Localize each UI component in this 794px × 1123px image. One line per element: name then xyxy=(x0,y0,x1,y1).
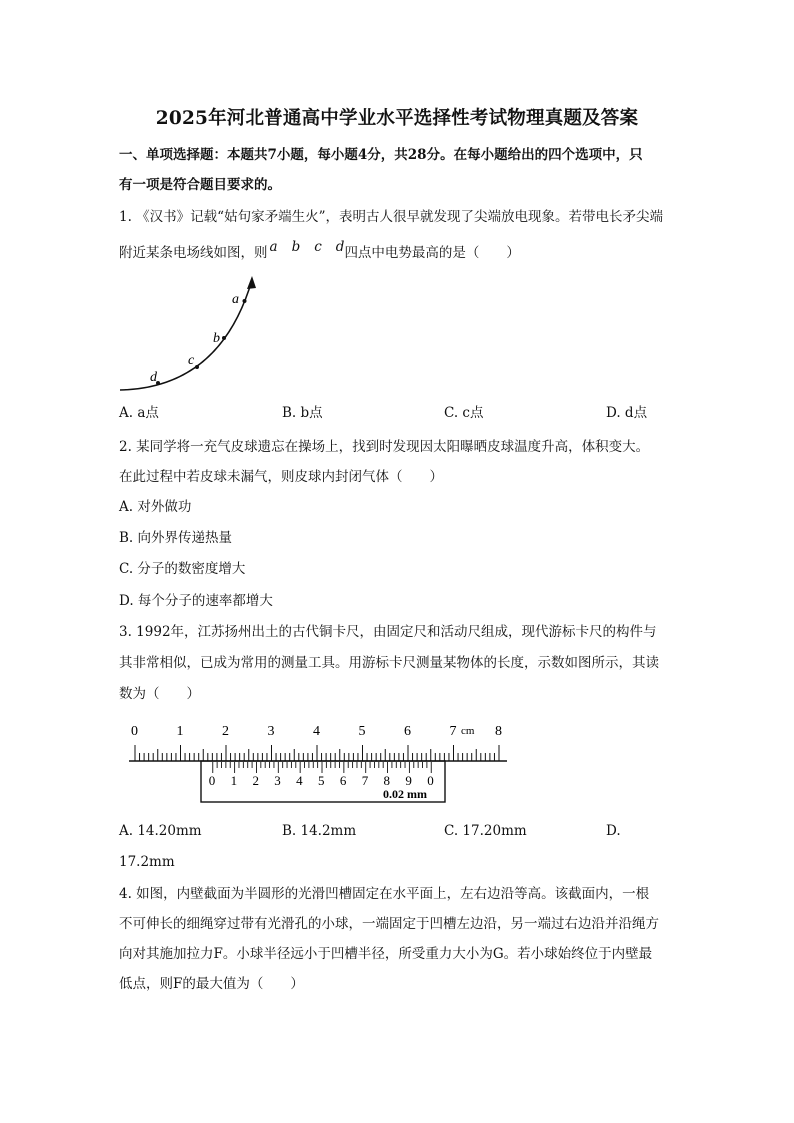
label-b: b xyxy=(213,331,220,346)
q1-option-a[interactable]: A. a点 xyxy=(119,405,159,421)
page-title: 2025年河北普通高中学业水平选择性考试物理真题及答案 xyxy=(155,108,639,129)
label-a: a xyxy=(232,292,239,307)
main-scale-number: 6 xyxy=(404,724,411,739)
q1-option-c[interactable]: C. c点 xyxy=(444,405,484,421)
q1-field-line-figure xyxy=(110,270,270,400)
field-arrow xyxy=(247,276,256,289)
q3-stem-line2: 其非常相似，已成为常用的测量工具。用游标卡尺测量某物体的长度，示数如图所示，其读 xyxy=(119,655,659,671)
vernier-number: 3 xyxy=(274,773,281,788)
vernier-number: 2 xyxy=(252,773,259,788)
main-scale-number: 7 xyxy=(449,724,457,739)
vernier-number: 0 xyxy=(208,773,216,788)
vernier-precision: 0.02 mm xyxy=(383,787,427,801)
q3-option-c[interactable]: C. 17.20mm xyxy=(444,823,527,839)
q2-option-a[interactable]: A. 对外做功 xyxy=(119,499,192,515)
vernier-number: 1 xyxy=(230,773,238,788)
vernier-number: 7 xyxy=(361,773,369,788)
main-scale-number: 3 xyxy=(267,724,275,739)
q1-letter-b: b xyxy=(291,239,301,255)
label-c: c xyxy=(188,353,195,368)
q3-option-d[interactable]: D. xyxy=(606,823,621,839)
main-scale xyxy=(131,724,502,761)
section-heading-line1: 一、单项选择题：本题共7小题，每小题4分，共28分。在每小题给出的四个选项中，只 xyxy=(119,147,643,163)
q3-stem-line1: 3. 1992年，江苏扬州出土的古代铜卡尺，由固定尺和活动尺组成，现代游标卡尺的构件与 xyxy=(119,624,657,640)
q4-stem-line1: 4. 如图，内壁截面为半圆形的光滑凹槽固定在水平面上，左右边沿等高。该截面内，一根 xyxy=(119,886,650,902)
main-scale-number: 5 xyxy=(358,724,366,739)
vernier-number: 4 xyxy=(296,773,303,788)
q2-option-d[interactable]: D. 每个分子的速率都增大 xyxy=(119,593,273,609)
vernier-number: 9 xyxy=(405,773,412,788)
vernier-number: 0 xyxy=(427,773,434,788)
q1-stem-line2 xyxy=(119,239,520,262)
point-c xyxy=(195,365,199,369)
q1-letter-c: c xyxy=(314,239,322,255)
q2-option-b[interactable]: B. 向外界传递热量 xyxy=(119,530,233,546)
point-b xyxy=(222,336,226,340)
vernier-number: 6 xyxy=(339,773,347,788)
q1-stem-pre: 附近某条电场线如图，则 xyxy=(119,245,268,261)
main-scale-number: 1 xyxy=(176,724,184,739)
vernier-scale xyxy=(209,762,434,788)
main-scale-number: 2 xyxy=(222,724,229,739)
section-heading-line2: 有一项是符合题目要求的。 xyxy=(119,177,281,193)
q3-option-a[interactable]: A. 14.20mm xyxy=(119,823,202,839)
q1-option-b[interactable]: B. b点 xyxy=(282,405,323,421)
q2-stem-line1: 2. 某同学将一充气皮球遗忘在操场上，找到时发现因太阳曝晒皮球温度升高，体积变大。 xyxy=(119,439,650,455)
q1-letter-a: a xyxy=(269,239,278,255)
label-d: d xyxy=(150,370,157,385)
q3-stem-line3: 数为（ ） xyxy=(119,686,200,702)
q1-stem-line1: 1. 《汉书》记载“姑句家矛端生火”，表明古人很早就发现了尖端放电现象。若带电长矛尖端 xyxy=(119,209,663,225)
q3-option-d-value: 17.2mm xyxy=(119,854,175,870)
q3-option-b[interactable]: B. 14.2mm xyxy=(282,823,357,839)
vernier-number: 5 xyxy=(318,773,325,788)
main-scale-number: 0 xyxy=(131,724,138,739)
vernier-number: 8 xyxy=(383,773,391,788)
q4-stem-line3: 向对其施加拉力F。小球半径远小于凹槽半径，所受重力大小为G。若小球始终位于内壁最 xyxy=(119,946,653,962)
vernier-caliper-figure xyxy=(125,718,515,808)
q2-stem-line2: 在此过程中若皮球未漏气，则皮球内封闭气体（ ） xyxy=(119,469,443,485)
unit-label: cm xyxy=(461,725,475,737)
main-scale-number: 4 xyxy=(313,724,320,739)
q2-option-c[interactable]: C. 分子的数密度增大 xyxy=(119,561,246,577)
q1-option-d[interactable]: D. d点 xyxy=(606,405,648,421)
q4-stem-line4: 低点，则F的最大值为（ ） xyxy=(119,976,304,992)
q4-stem-line2: 不可伸长的细绳穿过带有光滑孔的小球，一端固定于凹槽左边沿，另一端过右边沿并沿绳方 xyxy=(119,916,659,932)
point-a xyxy=(243,299,247,303)
q1-stem-post: 四点中电势最高的是（ ） xyxy=(344,245,520,261)
main-scale-number: 8 xyxy=(495,724,502,739)
q1-letter-d: d xyxy=(335,239,345,255)
